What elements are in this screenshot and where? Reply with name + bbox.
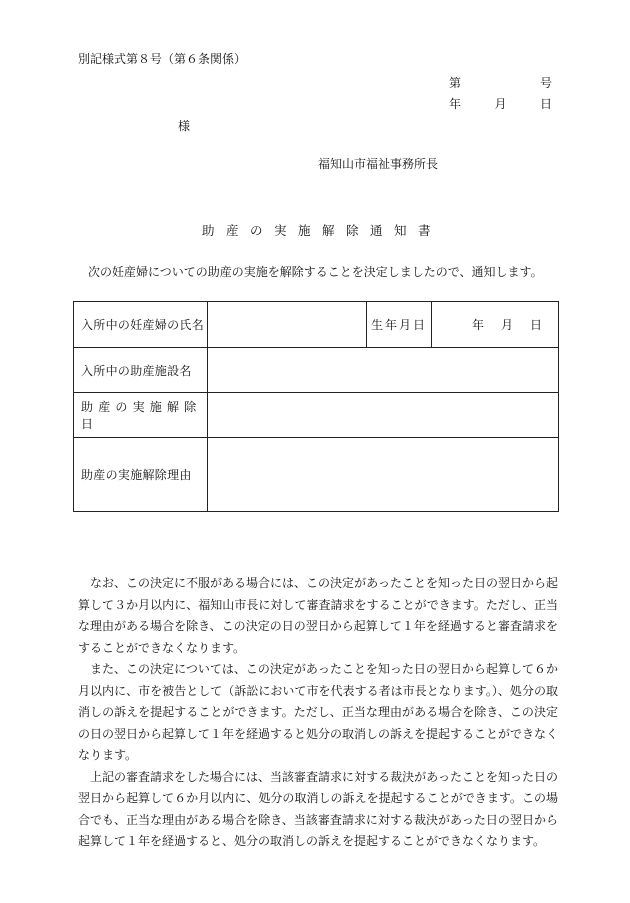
intro-text: 次の妊産婦についての助産の実施を解除することを決定しましたので、通知します。 [88, 265, 543, 279]
appeal-notes [78, 573, 558, 853]
birth-month: 月 [500, 318, 513, 332]
date-day: 日 [539, 97, 552, 111]
row-facility-name [74, 348, 559, 393]
addressee-honorific: 様 [178, 119, 191, 133]
document-number-line [449, 74, 552, 91]
number-prefix: 第 [449, 76, 462, 90]
cancellation-reason-field[interactable] [208, 438, 559, 512]
date-year: 年 [449, 97, 462, 111]
issue-date-line [449, 95, 552, 112]
row-cancellation-reason [74, 438, 559, 512]
document-title: 助産の実施解除通知書 [202, 223, 443, 238]
issuer-name: 福知山市福祉事務所長 [318, 157, 439, 171]
number-suffix: 号 [539, 76, 552, 90]
notice-form-table [73, 301, 559, 512]
date-month: 月 [494, 97, 507, 111]
facility-name-label: 入所中の助産施設名 [74, 348, 208, 393]
birth-day: 日 [529, 318, 542, 332]
cancellation-date-label: 助産の実施解除日 [74, 393, 208, 438]
facility-name-field[interactable] [208, 348, 559, 393]
row-cancellation-date [74, 393, 559, 438]
form-label: 別記様式第８号（第６条関係） [78, 52, 247, 66]
birth-date-field[interactable] [432, 302, 559, 348]
row-recipient-name [74, 302, 559, 348]
cancellation-reason-label: 助産の実施解除理由 [74, 438, 208, 512]
cancellation-date-field[interactable] [208, 393, 559, 438]
note-paragraph: なお、この決定に不服がある場合には、この決定があったことを知った日の翌日から起算して３か月以内に、福知山市長に対して審査請求をすることができます。ただし、正当な理由がある場合を除き、この決定の日の翌日から起算して１年を経過すると審査請求をすることができなくなります。 [78, 576, 558, 655]
note-paragraph: 上記の審査請求をした場合には、当該審査請求に対する裁決があったことを知った日の翌日から起算して６か月以内に、処分の取消しの訴えを提起することができます。この場合でも、正当な理由がある場合を除き、当該審査請求に対する裁決があった日の翌日から起算して１年を経過すると、処分の取消しの訴えを提起することができなくなります。 [78, 769, 558, 848]
recipient-name-label: 入所中の妊産婦の氏名 [74, 302, 208, 348]
recipient-name-field[interactable] [208, 302, 367, 348]
note-paragraph: また、この決定については、この決定があったことを知った日の翌日から起算して６か月以内に、市を被告として（訴訟において市を代表する者は市長となります。）、処分の取消しの訴えを提起することができます。ただし、正当な理由がある場合を除き、この決定の日の翌日から起算して１年を経過すると処分の取消しの訴えを提起することができなくなります。 [78, 662, 559, 762]
birth-year: 年 [472, 318, 485, 332]
birth-date-label: 生年月日 [367, 302, 432, 348]
